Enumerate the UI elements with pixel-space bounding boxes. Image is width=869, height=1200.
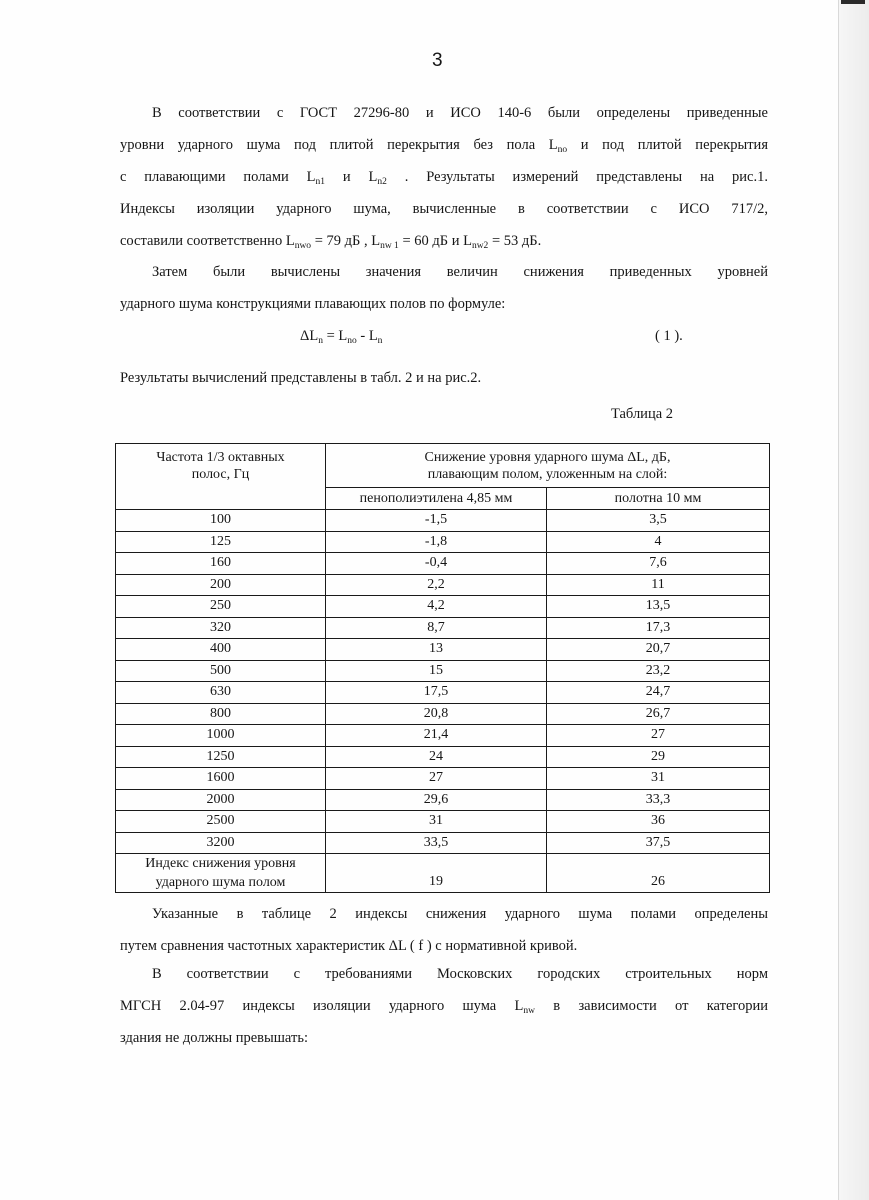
cell-polyethylene: 29,6 [326,789,547,811]
cell-polyethylene: 24 [326,746,547,768]
results-table [115,443,770,893]
cell-frequency: 1000 [116,725,326,747]
cell-frequency: 3200 [116,832,326,854]
paragraph-line: путем сравнения частотных характеристик ΔL ( f ) с нормативной кривой. [120,938,578,954]
subheader-fabric: полотна 10 мм [547,488,770,510]
cell-polyethylene: 33,5 [326,832,547,854]
cell-polyethylene: -1,8 [326,531,547,553]
cell-frequency: 500 [116,660,326,682]
cell-fabric: 31 [547,768,770,790]
cell-frequency: 400 [116,639,326,661]
cell-fabric: 23,2 [547,660,770,682]
cell-index-label: Индекс снижения уровня ударного шума полом [116,854,326,893]
cell-polyethylene: -1,5 [326,510,547,532]
table-row [116,832,770,854]
cell-frequency: 2500 [116,811,326,833]
cell-fabric: 3,5 [547,510,770,532]
cell-frequency: 125 [116,531,326,553]
cell-fabric: 27 [547,725,770,747]
paragraph-norms [120,958,768,1054]
table-row [116,725,770,747]
cell-index-fabric: 26 [547,854,770,893]
cell-polyethylene: 13 [326,639,547,661]
cell-polyethylene: -0,4 [326,553,547,575]
table-row-index [116,854,770,893]
table-caption: Таблица 2 [611,406,674,422]
subheader-polyethylene: пенополиэтилена 4,85 мм [326,488,547,510]
table-row [116,574,770,596]
formula-number: ( 1 ). [655,328,683,344]
cell-polyethylene: 20,8 [326,703,547,725]
cell-fabric: 33,3 [547,789,770,811]
results-reference: Результаты вычислений представлены в табл. 2 и на рис.2. [120,370,482,386]
paragraph-line: В соответствии с ГОСТ 27296-80 и ИСО 140-6 были определены приведенные [152,105,768,121]
table-row [116,811,770,833]
cell-frequency: 160 [116,553,326,575]
header-reduction: Снижение уровня ударного шума ΔL, дБ, плавающим полом, уложенным на слой: [326,444,770,488]
page-number: 3 [432,50,443,71]
cell-fabric: 4 [547,531,770,553]
table-row [116,746,770,768]
cell-polyethylene: 8,7 [326,617,547,639]
cell-fabric: 29 [547,746,770,768]
cell-fabric: 17,3 [547,617,770,639]
table-row [116,768,770,790]
cell-frequency: 2000 [116,789,326,811]
table-row [116,531,770,553]
paragraph-line: Затем были вычислены значения величин снижения приведенных уровней [152,264,768,280]
edge-mark [841,0,865,4]
table-row [116,703,770,725]
table-row [116,639,770,661]
table-row [116,682,770,704]
cell-polyethylene: 27 [326,768,547,790]
paragraph-line: ударного шума конструкциями плавающих полов по формуле: [120,296,506,312]
paragraph-method [120,256,768,320]
paragraph-indices [120,898,768,962]
cell-fabric: 20,7 [547,639,770,661]
cell-frequency: 800 [116,703,326,725]
paragraph-line: составили соответственно $L_{nwo} = 79$ дБ , $L_{nw 1} = 60$ дБ и $L_{nw2} = 53$ дБ. [120,233,542,251]
paragraph-line: уровни ударного шума под плитой перекрытия без пола $L_{no}$ и под плитой перекрытия [120,137,768,155]
cell-index-polyethylene: 19 [326,854,547,893]
header-frequency: Частота 1/3 октавных полос, Гц [116,444,326,510]
cell-fabric: 37,5 [547,832,770,854]
table-row [116,660,770,682]
cell-fabric: 13,5 [547,596,770,618]
paragraph-line: с плавающими полами $L_{n1}$ и $L_{n2}$ . Результаты измерений представлены на рис.1. [120,169,768,187]
cell-polyethylene: 2,2 [326,574,547,596]
cell-polyethylene: 15 [326,660,547,682]
cell-frequency: 1250 [116,746,326,768]
paragraph-line: здания не должны превышать: [120,1030,308,1046]
cell-fabric: 24,7 [547,682,770,704]
cell-fabric: 26,7 [547,703,770,725]
table-row [116,596,770,618]
paragraph-intro [120,97,768,257]
cell-fabric: 11 [547,574,770,596]
paragraph-line: Индексы изоляции ударного шума, вычисленные в соответствии с ИСО 717/2, [120,201,768,217]
cell-frequency: 200 [116,574,326,596]
cell-polyethylene: 31 [326,811,547,833]
cell-polyethylene: 4,2 [326,596,547,618]
table-row [116,617,770,639]
formula: $\Delta L_n = L_{no} - L_n$ [300,328,383,346]
cell-fabric: 36 [547,811,770,833]
cell-polyethylene: 17,5 [326,682,547,704]
paragraph-line: МГСН 2.04-97 индексы изоляции ударного шума $L_{nw}$ в зависимости от категории [120,998,768,1016]
cell-frequency: 630 [116,682,326,704]
cell-frequency: 250 [116,596,326,618]
cell-polyethylene: 21,4 [326,725,547,747]
cell-frequency: 320 [116,617,326,639]
paragraph-line: Указанные в таблице 2 индексы снижения ударного шума полами определены [152,906,768,922]
table-row [116,553,770,575]
page-edge [838,0,869,1200]
cell-frequency: 1600 [116,768,326,790]
table-row [116,789,770,811]
cell-fabric: 7,6 [547,553,770,575]
table-row [116,510,770,532]
paragraph-line: В соответствии с требованиями Московских городских строительных норм [152,966,768,982]
cell-frequency: 100 [116,510,326,532]
